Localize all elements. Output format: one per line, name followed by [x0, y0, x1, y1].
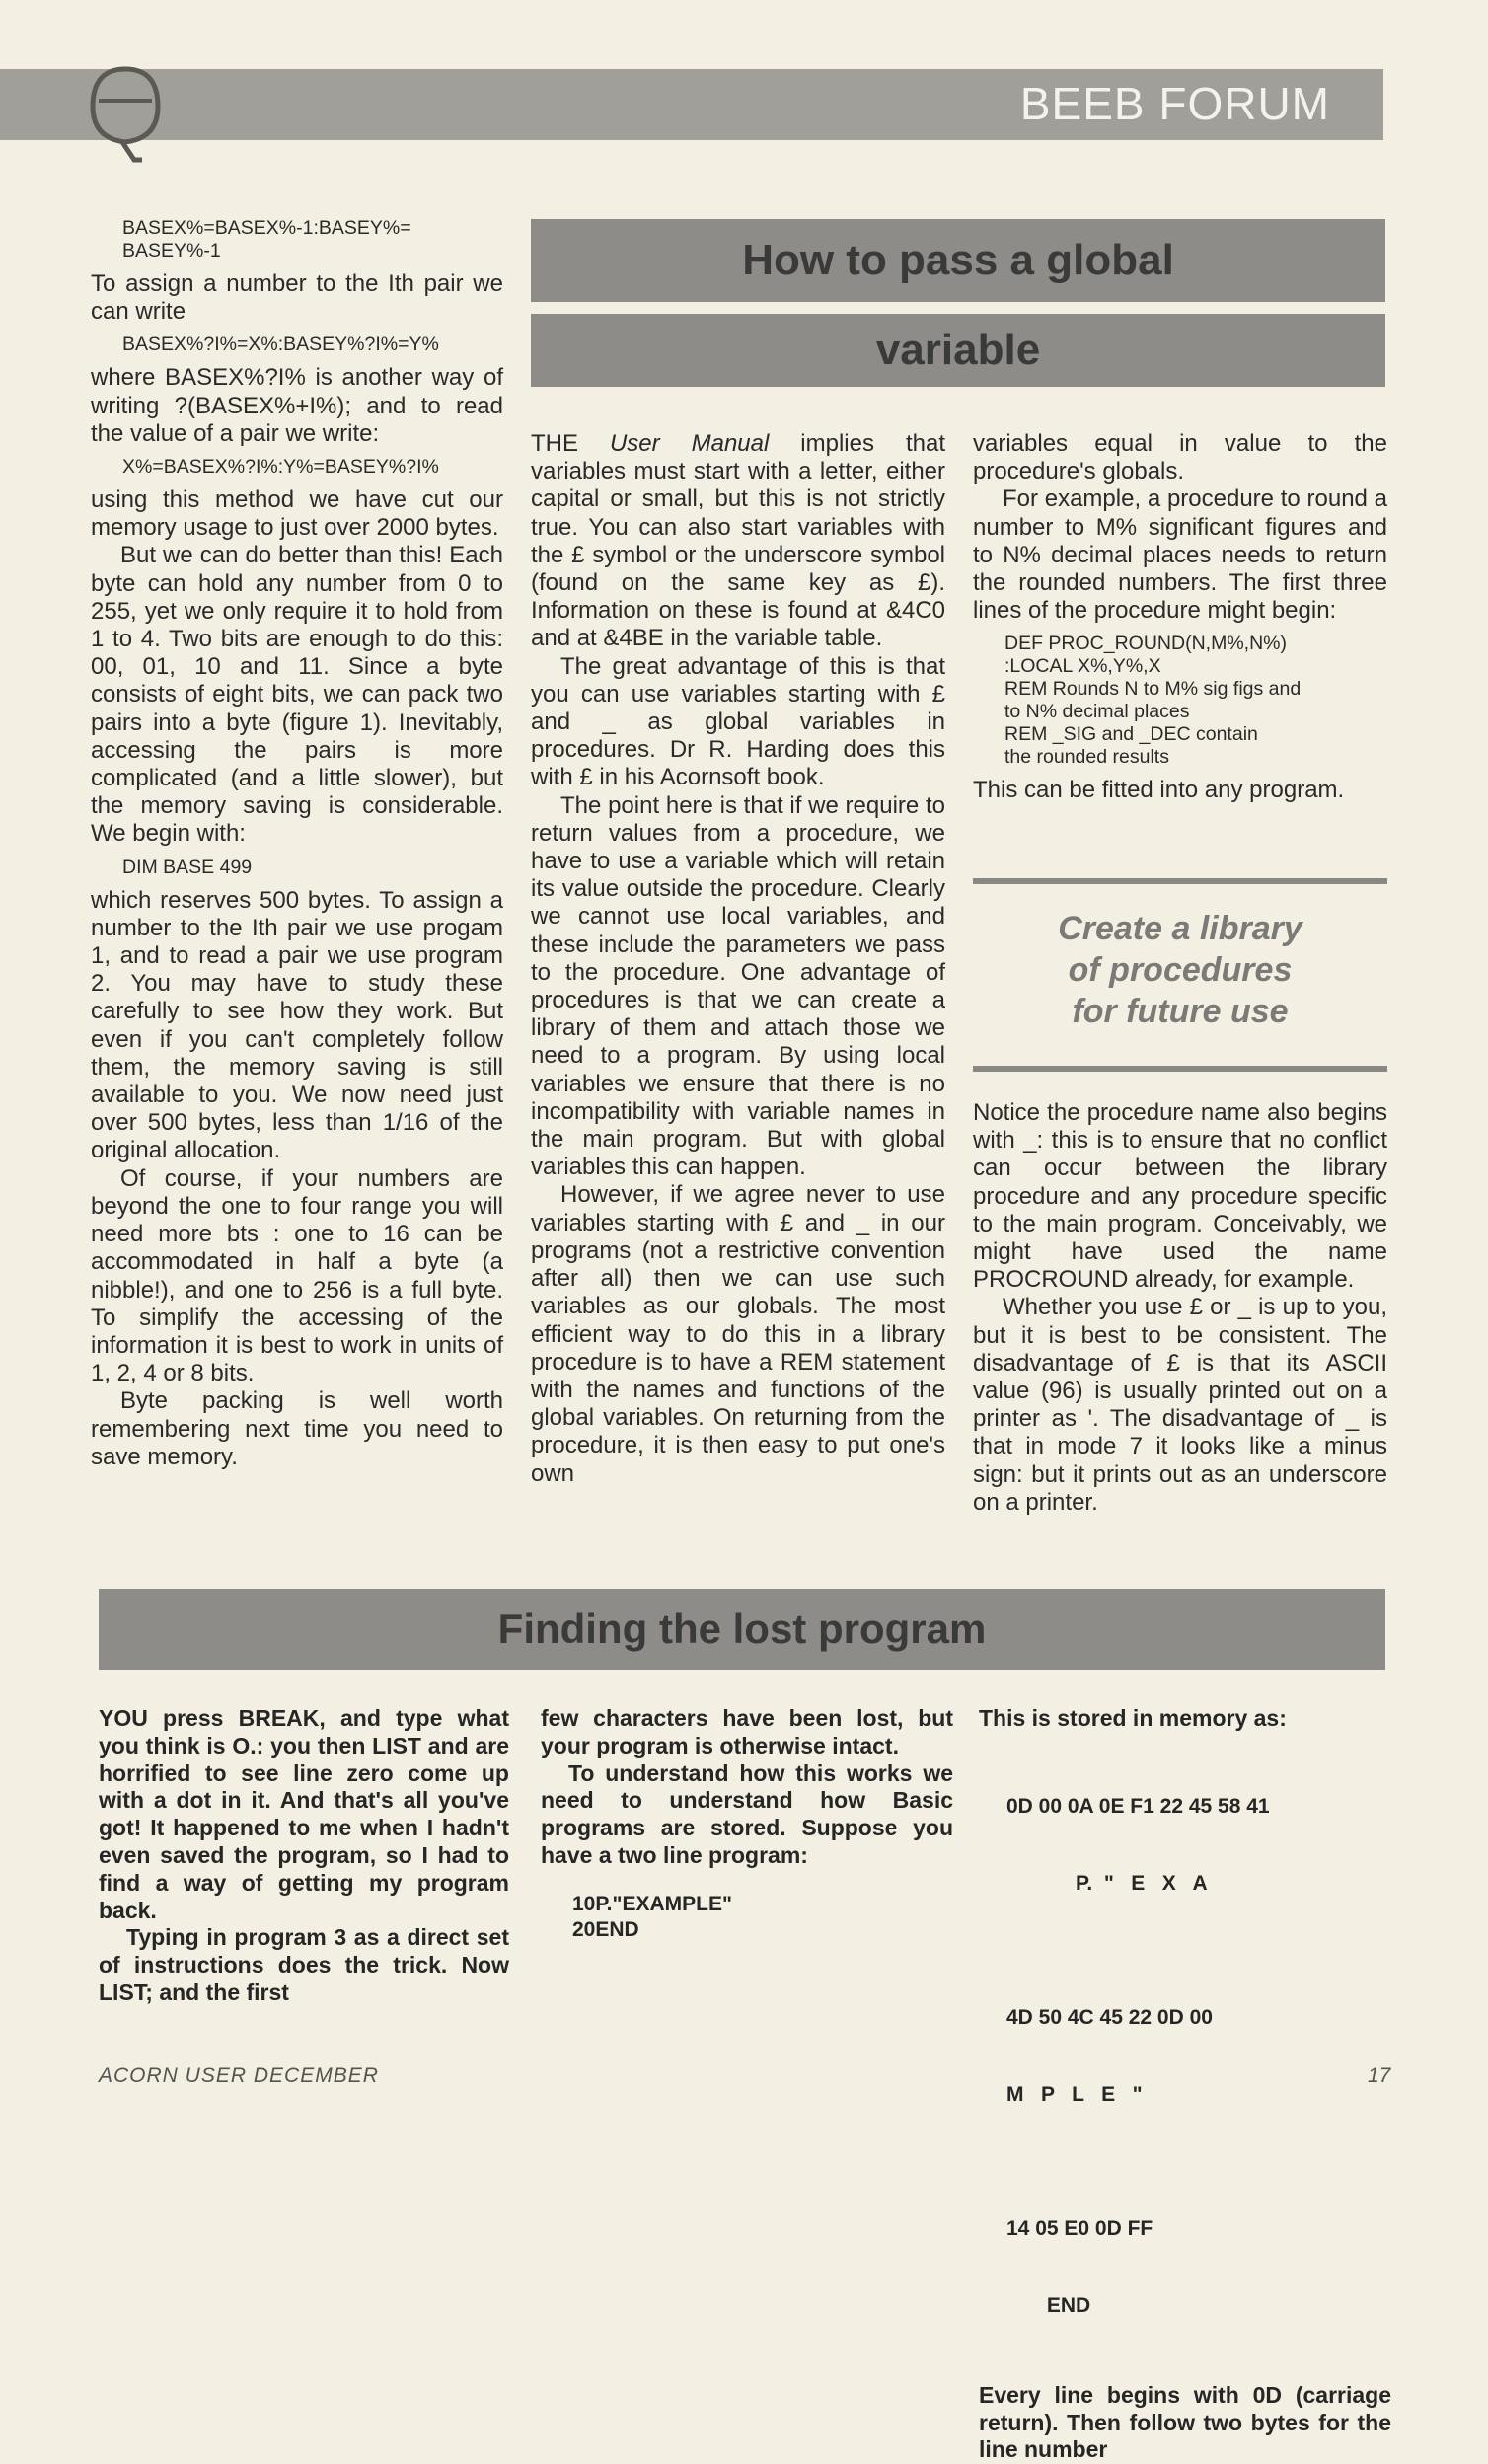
hex-line: P. " E X A	[1006, 1871, 1208, 1895]
paragraph: For example, a procedure to round a number to M% significant figures and to N% decimal places needs to return the rounded numbers. The first three lines of the procedure might begin:	[973, 485, 1387, 625]
hex-line: END	[1006, 2293, 1091, 2317]
paragraph: Typing in program 3 as a direct set of instructions does the trick. Now LIST; and the first	[99, 1924, 509, 2005]
publication-footer: ACORN USER DECEMBER	[99, 2064, 379, 2087]
hex-dump	[1006, 1743, 1391, 2370]
paragraph: few characters have been lost, but your program is otherwise intact.	[541, 1705, 953, 1758]
code-line: REM _SIG and _DEC contain	[1004, 723, 1258, 746]
hex-line: 14 05 E0 0D FF	[1006, 2216, 1153, 2240]
sub-headline	[973, 908, 1387, 1032]
paragraph: YOU press BREAK, and type what you think is O.: you then LIST and are horrified to see line zero come up with a dot in it. And that's all you've got! It happened to me when I hadn't even saved the program, so I had to find a way of getting my program back.	[99, 1705, 509, 1923]
left-column	[91, 217, 503, 1471]
article1-right-column	[973, 430, 1387, 805]
code-line: BASEX%=BASEX%-1:BASEY%= BASEY%-1	[122, 217, 411, 261]
headline-bar	[99, 1589, 1385, 1670]
code-line: X%=BASEX%?I%:Y%=BASEY%?I%	[122, 456, 439, 479]
paragraph: To understand how this works we need to understand how Basic programs are stored. Suppose you have a two line program:	[541, 1759, 953, 1868]
article2-left-column	[99, 1705, 509, 2007]
paragraph: Of course, if your numbers are beyond the one to four range you will need more bts : one to 16 can be accommodated in half a byte (a nibble!), and one to 256 is a full byte. To simplify the accessing of the information it is best to work in units of 1, 2, 4 or 8 bits.	[91, 1164, 503, 1387]
article2-middle-column	[541, 1705, 953, 1943]
article2-right-column	[979, 1705, 1391, 2464]
paragraph: variables equal in value to the procedure's globals.	[973, 430, 1387, 485]
paragraph: This can be fitted into any program.	[973, 777, 1345, 804]
code-line: :LOCAL X%,Y%,X	[1004, 655, 1161, 678]
code-line: DIM BASE 499	[122, 856, 253, 878]
paragraph: To assign a number to the Ith pair we can write	[91, 270, 503, 326]
headline: variable	[875, 326, 1041, 374]
hex-line: M P L E "	[1006, 2082, 1143, 2106]
code-line: to N% decimal places	[1004, 701, 1190, 723]
article1-middle-column	[531, 430, 945, 1488]
section-title: BEEB FORUM	[1019, 78, 1330, 129]
hex-line: 4D 50 4C 45 22 0D 00	[1006, 2005, 1213, 2029]
paragraph: Notice the procedure name also begins with _: this is to ensure that no conflict can occur between the library procedure and any procedure specific to the main program. Conceivably, we might have used the name PROCROUND already, for example.	[973, 1099, 1387, 1294]
headline-bar	[531, 219, 1385, 302]
article1-right-column-continued	[973, 1099, 1387, 1517]
paragraph: However, if we agree never to use variables starting with £ and _ in our programs (not a restrictive convention after all) then we can use such variables as our globals. The most efficient way to do this in a library procedure is to have a REM statement with the names and functions of the global variables. On returning from the procedure, it is then easy to put one's own	[531, 1181, 945, 1487]
paragraph: Whether you use £ or _ is up to you, but it is best to be consistent. The disadvantage of £ is that its ASCII value (96) is usually printed out on a printer as '. The disadvantage of _ is that in mode 7 it looks like a minus sign: but it prints out as an underscore on a printer.	[973, 1294, 1387, 1516]
headline: How to pass a global	[742, 236, 1174, 284]
paragraph: The point here is that if we require to return values from a procedure, we have to use a variable which will retain its value outside the procedure. Clearly we cannot use local variables, and these include the parameters we pass to the procedure. One advantage of procedures is that we can create a library of them and attach those we need to a program. By using local variables we ensure that there is no incompatibility with variable names in the main program. But with global variables this can happen.	[531, 791, 945, 1181]
sub-headline-line: Create a library	[1058, 910, 1302, 947]
divider	[973, 1066, 1387, 1072]
sub-headline-line: of procedures	[1068, 951, 1293, 989]
code-line: REM Rounds N to M% sig figs and	[1004, 678, 1302, 701]
headline: Finding the lost program	[497, 1605, 987, 1652]
book-title: User Manual	[609, 430, 770, 457]
headline-bar	[531, 314, 1385, 387]
code-line: 20END	[572, 1917, 639, 1941]
code-block	[1004, 633, 1387, 769]
paragraph: The great advantage of this is that you can use variables starting with £ and _ as global variables in procedures. Dr R. Harding does this with £ in his Acornsoft book.	[531, 652, 945, 791]
paragraph: Every line begins with 0D (carriage return). Then follow two bytes for the line number	[979, 2381, 1391, 2463]
paragraph: using this method we have cut our memory usage to just over 2000 bytes.	[91, 486, 503, 542]
paragraph: which reserves 500 bytes. To assign a number to the Ith pair we use progam 1, and to read a pair we use program 2. You may have to study these carefully to see how they work. But even if you can't completely follow them, the memory saving is still available to you. We now need just over 500 bytes, less than 1/16 of the original allocation.	[91, 886, 503, 1164]
page-number: 17	[1368, 2064, 1391, 2087]
code-line: the rounded results	[1004, 746, 1169, 769]
paragraph	[531, 430, 945, 653]
divider	[973, 878, 1387, 884]
code-line: 10P."EXAMPLE"	[572, 1892, 732, 1915]
paragraph: This is stored in memory as:	[979, 1705, 1287, 1731]
paragraph-lead: THE	[531, 430, 610, 457]
code-line: DEF PROC_ROUND(N,M%,N%)	[1004, 633, 1288, 655]
paragraph: But we can do better than this! Each byte can hold any number from 0 to 255, yet we only require it to hold from 1 to 4. Two bits are enough to do this: 00, 01, 10 and 11. Since a byte consists of eight bits, we can pack two pairs into a byte (figure 1). Inevitably, accessing the pairs is more complicated (and a little slower), but the memory saving is considerable. We begin with:	[91, 542, 503, 848]
paragraph: Byte packing is well worth remembering next time you need to save memory.	[91, 1387, 503, 1470]
code-line: BASEX%?I%=X%:BASEY%?I%=Y%	[122, 334, 439, 356]
code-block	[572, 1892, 953, 1943]
sub-headline-line: for future use	[1072, 993, 1289, 1030]
hex-line: 0D 00 0A 0E F1 22 45 58 41	[1006, 1794, 1270, 1818]
paragraph: where BASEX%?I% is another way of writing ?(BASEX%+I%); and to read the value of a pair we write:	[91, 364, 503, 447]
acorn-logo-icon	[83, 61, 168, 170]
paragraph-text: implies that variables must start with a letter, either capital or small, but this is not strictly true. You can also start variables with the £ symbol or the underscore symbol (found on the same key as £). Information on these is found at &4C0 and at &4BE in the variable table.	[531, 430, 945, 652]
